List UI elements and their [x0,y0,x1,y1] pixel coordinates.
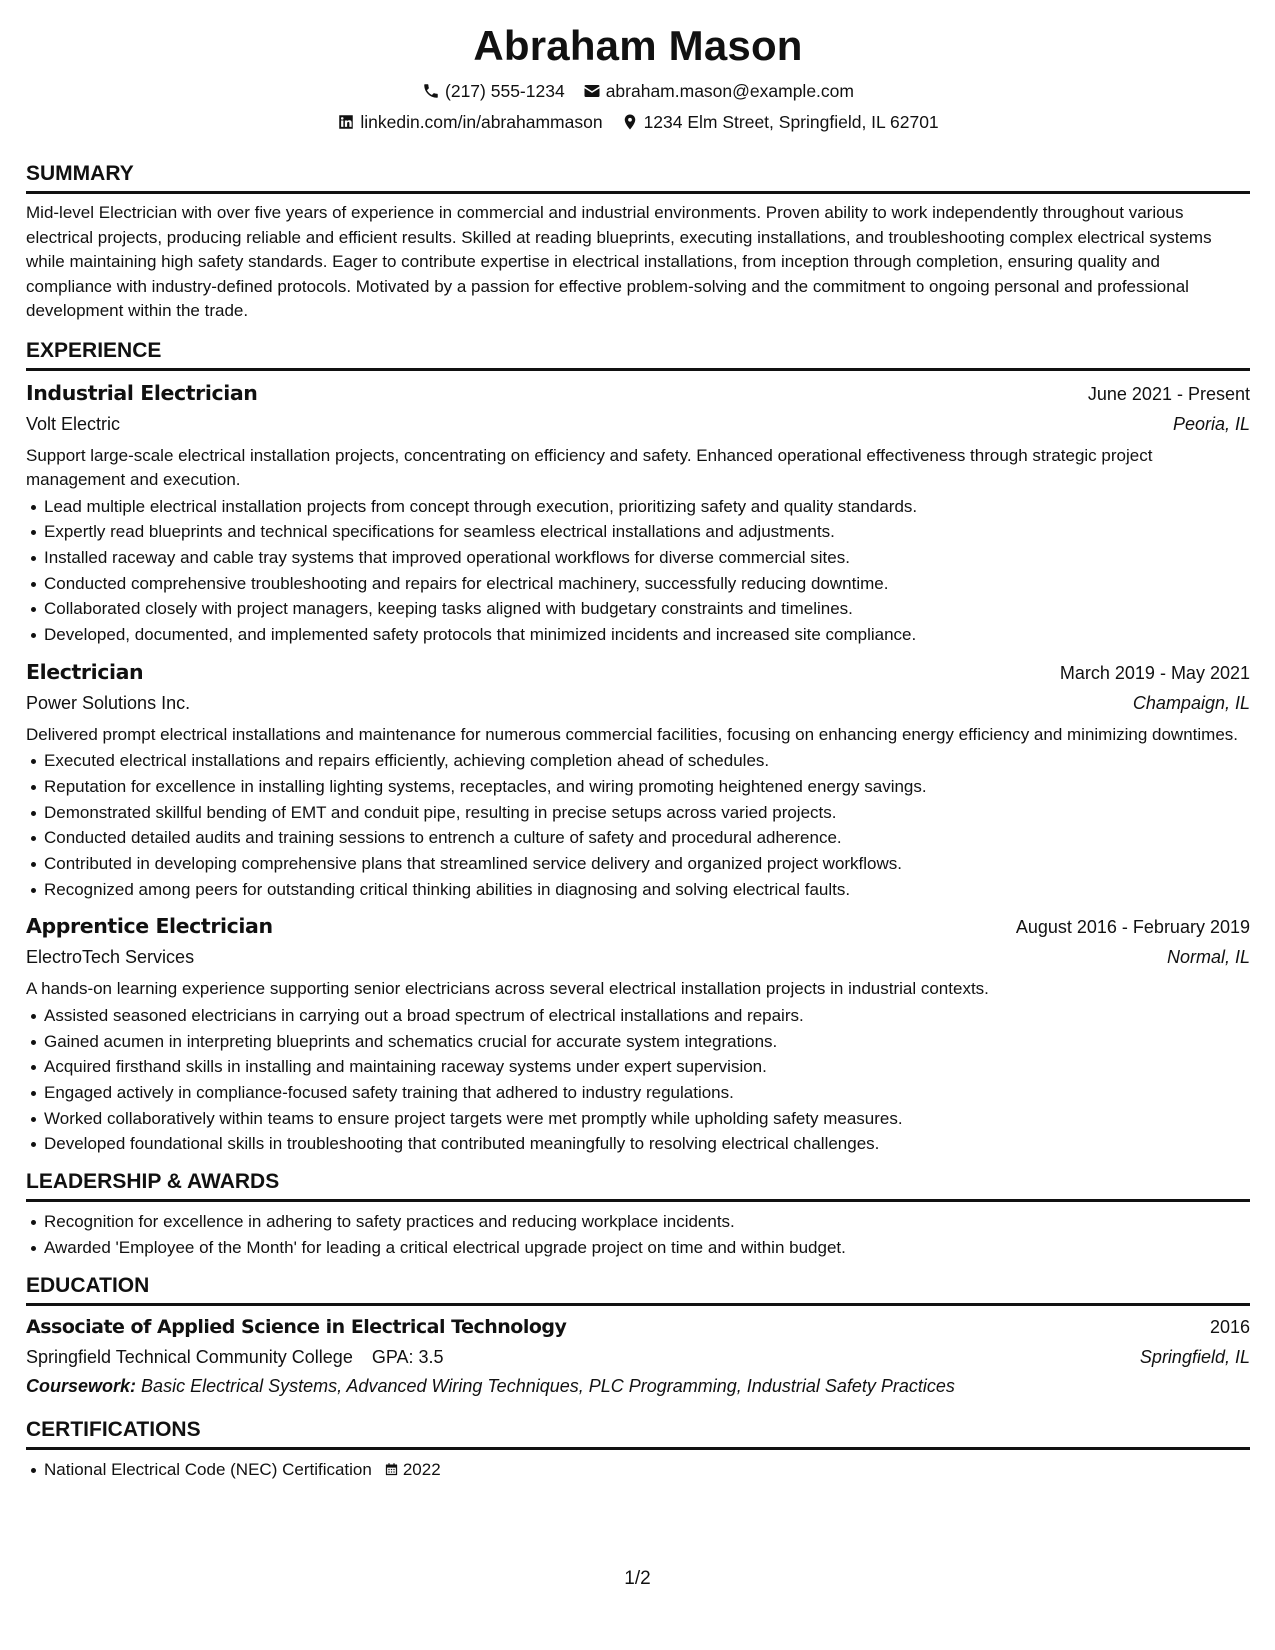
job-bullet: Developed, documented, and implemented safety protocols that minimized incidents and increased site compliance. [44,622,1250,648]
email-link[interactable]: abraham.mason@example.com [605,81,854,101]
job-dates: March 2019 - May 2021 [1059,662,1250,683]
envelope-icon [583,82,601,100]
coursework-list: Basic Electrical Systems, Advanced Wiring Techniques, PLC Programming, Industrial Safety Practices [141,1375,955,1396]
job-location: Normal, IL [1166,947,1250,968]
education-degree-row [26,1313,1250,1342]
calendar-icon [384,1462,399,1477]
job-bullet: Demonstrated skillful bending of EMT and conduit pipe, resulting in precise setups across varied projects. [44,800,1250,826]
contact-row-primary [26,80,1250,102]
leadership-bullets [26,1209,1250,1260]
job-company: ElectroTech Services [26,947,195,968]
job-bullet: Expertly read blueprints and technical specifications for seamless electrical installations and adjustments. [44,519,1250,545]
job-bullets [26,494,1250,648]
certification-date [384,1457,441,1483]
contact-email[interactable] [583,80,854,102]
address-text: 1234 Elm Street, Springfield, IL 62701 [643,112,939,132]
education-school-line [26,1343,444,1372]
certification-name: National Electrical Code (NEC) Certification [44,1459,372,1479]
job-title: Apprentice Electrician [26,914,273,939]
phone-icon [422,82,440,100]
job-dates: August 2016 - February 2019 [1015,917,1250,938]
phone-text: (217) 555-1234 [445,81,565,101]
award-item: Awarded 'Employee of the Month' for leading a critical electrical upgrade project on time and within budget. [44,1235,1250,1261]
summary-text: Mid-level Electrician with over five years of experience in commercial and industrial environments. Proven ability to work independently throughout various electrical projects, producing reliable and efficient results. Skilled at reading blueprints, executing installations, and troubleshooting complex electrical systems while maintaining high safety standards. Eager to contribute expertise in electrical installations, from inception through completion, ensuring quality and compliance with industry-defined protocols. Motivated by a passion for effective problem-solving and the commitment to ongoing personal and professional development within the trade. [26,203,1212,320]
job-bullet: Developed foundational skills in troubleshooting that contributed meaningfully to resolving electrical challenges. [44,1131,1250,1157]
job-bullet: Assisted seasoned electricians in carrying out a broad spectrum of electrical installations and repairs. [44,1003,1250,1029]
job-title: Industrial Electrician [26,380,258,405]
job-bullet: Worked collaboratively within teams to ensure project targets were met promptly while upholding safety measures. [44,1106,1250,1132]
job-bullet: Gained acumen in interpreting blueprints and schematics crucial for accurate system integrations. [44,1029,1250,1055]
job-header-row [26,657,1250,688]
education-coursework [26,1372,1250,1401]
certification-item [44,1457,1250,1483]
job-company-row [26,942,1250,972]
job-company: Power Solutions Inc. [26,692,191,713]
certification-year: 2022 [402,1459,441,1479]
job-bullet: Executed electrical installations and repairs efficiently, achieving completion ahead of schedules. [44,748,1250,774]
job-description: Support large-scale electrical installation projects, concentrating on efficiency and safety. Enhanced operational effectiveness through strategic project management and execution. [26,445,1153,489]
contact-row-secondary [26,111,1250,133]
job-entry [26,657,1250,903]
job-dates: June 2021 - Present [1087,383,1250,404]
education-section [26,1273,1250,1401]
education-year: 2016 [1209,1316,1250,1337]
experience-section [26,338,1250,1158]
job-company-row [26,688,1250,718]
leadership-section [26,1169,1250,1260]
job-description: Delivered prompt electrical installations and maintenance for numerous commercial facilities, focusing on enhancing energy efficiency and minimizing downtimes. [26,724,1239,744]
job-bullet: Acquired firsthand skills in installing and maintaining raceway systems under expert supervision. [44,1054,1250,1080]
section-title-summary: SUMMARY [26,161,1250,194]
job-entry [26,378,1250,648]
section-title-certifications: CERTIFICATIONS [26,1417,1250,1450]
job-bullet: Conducted detailed audits and training sessions to entrench a culture of safety and procedural adherence. [44,825,1250,851]
job-header-row [26,378,1250,409]
job-entry [26,911,1250,1157]
contact-address [621,111,939,133]
linkedin-link[interactable]: linkedin.com/in/abrahammason [360,112,603,132]
job-bullet: Engaged actively in compliance-focused safety training that adhered to industry regulations. [44,1080,1250,1106]
coursework-label: Coursework: [26,1375,137,1396]
education-school: Springfield Technical Community College [26,1346,353,1367]
job-header-row [26,911,1250,942]
job-bullets [26,748,1250,902]
map-pin-icon [621,113,639,131]
contact-linkedin[interactable] [337,111,602,133]
education-location: Springfield, IL [1139,1346,1250,1367]
resume-page [26,20,1250,1482]
job-bullet: Contributed in developing comprehensive plans that streamlined service delivery and organized project workflows. [44,851,1250,877]
job-location: Champaign, IL [1132,692,1250,713]
job-company: Volt Electric [26,413,121,434]
education-degree: Associate of Applied Science in Electrical Technology [26,1315,567,1338]
section-title-leadership: LEADERSHIP & AWARDS [26,1169,1250,1202]
job-bullet: Installed raceway and cable tray systems that improved operational workflows for diverse commercial sites. [44,545,1250,571]
job-location: Peoria, IL [1172,413,1250,434]
job-bullets [26,1003,1250,1157]
section-title-experience: EXPERIENCE [26,338,1250,371]
job-bullet: Lead multiple electrical installation projects from concept through execution, prioritizing safety and quality standards. [44,494,1250,520]
job-bullet: Reputation for excellence in installing lighting systems, receptacles, and wiring promoting heightened energy savings. [44,774,1250,800]
linkedin-icon [337,113,355,131]
certifications-section [26,1417,1250,1483]
job-bullet: Collaborated closely with project managers, keeping tasks aligned with budgetary constraints and timelines. [44,596,1250,622]
contact-phone [422,80,565,102]
job-company-row [26,409,1250,439]
job-bullet: Recognized among peers for outstanding critical thinking abilities in diagnosing and solving electrical faults. [44,877,1250,903]
certification-list [26,1457,1250,1483]
education-school-row [26,1342,1250,1372]
award-item: Recognition for excellence in adhering to safety practices and reducing workplace incidents. [44,1209,1250,1235]
job-bullet: Conducted comprehensive troubleshooting and repairs for electrical machinery, successfully reducing downtime. [44,571,1250,597]
education-gpa: GPA: 3.5 [371,1346,444,1367]
summary-section [26,161,1250,324]
candidate-name: Abraham Mason [473,22,803,69]
resume-header [26,20,1250,133]
page-number: 1/2 [624,1568,651,1589]
job-description: A hands-on learning experience supporting senior electricians across several electrical installation projects in industrial contexts. [26,979,989,999]
section-title-education: EDUCATION [26,1273,1250,1306]
job-title: Electrician [26,659,144,684]
